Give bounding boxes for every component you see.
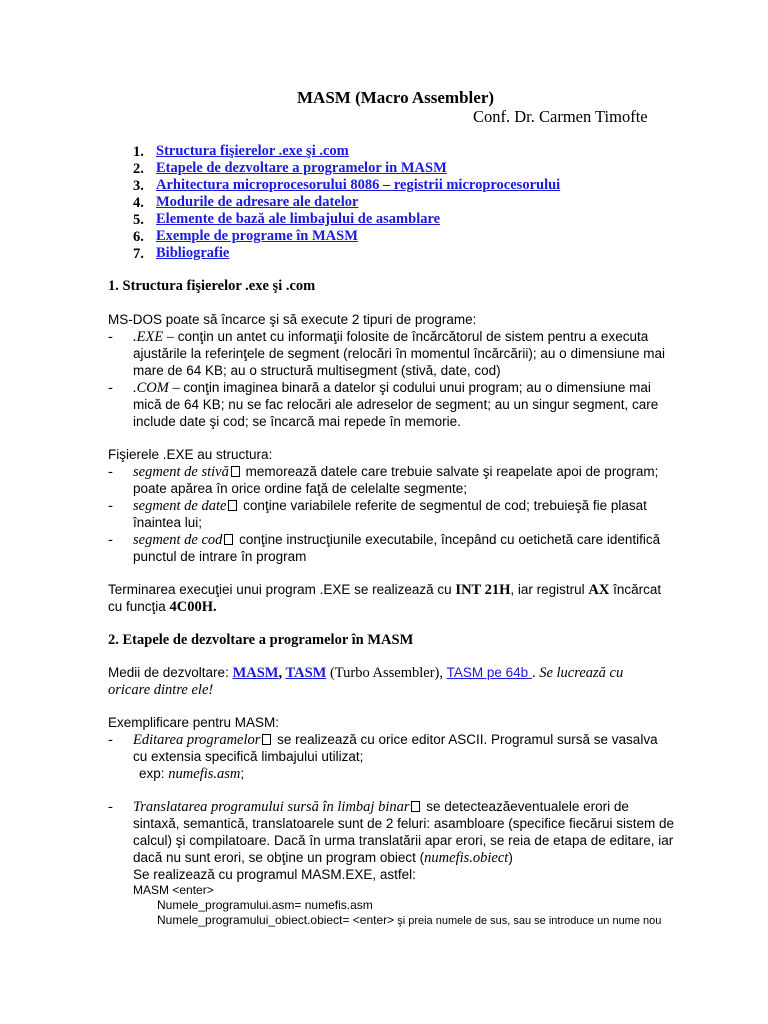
bullet-dash: - [108, 380, 113, 396]
term-stack: segment de stivă [133, 464, 229, 480]
toc-number: 5. [133, 212, 144, 228]
section-heading: 2. Etapele de dezvoltare a programelor în MASM [108, 632, 414, 648]
term-data: segment de date [133, 498, 227, 514]
toc-link[interactable]: Exemple de programe în MASM [156, 228, 358, 244]
toc-item [133, 228, 358, 246]
toc-item [133, 245, 230, 263]
toc-item [133, 177, 561, 195]
arrow-box-icon [228, 500, 237, 511]
term-edit: Editarea programelor [133, 732, 261, 748]
bullet-edit: Editarea programelor se realizează cu orice editor ASCII. Programul sursă se vasalva [133, 732, 658, 748]
toc-link[interactable]: Elemente de bază ale limbajului de asamblare [156, 211, 441, 227]
bullet-com-line: include date şi cod; se încarcă mai repede în memorie. [133, 414, 461, 429]
term-exe: .EXE – [133, 329, 178, 345]
toc-link[interactable]: Etapele de dezvoltare a programelor in MASM [156, 160, 447, 176]
bullet-dash: - [108, 799, 113, 815]
bullet-code: segment de cod conţine instrucţiunile executabile, începând cu oetichetă care identifică [133, 532, 661, 548]
toc-item [133, 143, 349, 161]
section-heading: 1. Structura fişierelor .exe şi .com [108, 278, 316, 294]
bullet-com-line: mică de 64 KB; nu se fac relocări ale adreselor de segment; au un singur segment, care [133, 397, 659, 412]
arrow-box-icon [231, 466, 240, 477]
toc-item [133, 211, 441, 229]
bullet-exe-line: mare de 64 KB; au o structură multisegment (stivă, date, cod) [133, 363, 501, 378]
bullet-exe-line: ajustările la referinţele de segment (relocări în momentul încărcării); au o dimensiune mai [133, 346, 665, 361]
term-translate: Translatarea programului sursă în limbaj binar [133, 799, 410, 815]
bullet-edit-example: exp: numefis.asm; [139, 766, 245, 782]
toc-link[interactable]: Structura fişierelor .exe şi .com [156, 143, 349, 159]
bullet-dash: - [108, 329, 113, 345]
bullet-dash: - [108, 464, 113, 480]
arrow-box-icon [224, 534, 233, 545]
bullet-data-line: înaintea lui; [133, 515, 203, 530]
bullet-data: segment de date conţine variabilele referite de segmentul de cod; trebuieşă fie plasat [133, 498, 647, 514]
paragraph-termination: Terminarea execuţiei unui program .EXE se realizează cu INT 21H, iar registrul AX încărcat [108, 582, 662, 598]
bullet-translate-line: sintaxă, semantică, translatoarele sunt de 2 feluri: asambloare (specifice fiecărui sistem de [133, 816, 675, 831]
bullet-translate-line: Se realizează cu programul MASM.EXE, astfel: [133, 867, 416, 882]
arrow-box-icon [411, 801, 420, 812]
toc-number: 2. [133, 161, 144, 177]
bullet-dash: - [108, 532, 113, 548]
bullet-edit-line: cu extensia specifică limbajului utilizat; [133, 749, 364, 764]
toc-number: 6. [133, 229, 144, 245]
bullet-translate: Translatarea programului sursă în limbaj binar se detecteazăeventualele erori de [133, 799, 629, 815]
paragraph-intro: MS-DOS poate să încarce şi să execute 2 tipuri de programe: [108, 312, 477, 327]
toc-number: 7. [133, 246, 144, 262]
paragraph-environments: Medii de dezvoltare: MASM, TASM (Turbo Assembler), TASM pe 64b . Se lucrează cu [108, 665, 624, 681]
toc-link[interactable]: Modurile de adresare ale datelor [156, 194, 359, 210]
bullet-exe: .EXE – conţin un antet cu informaţii folosite de încărcătorul de sistem pentru a executa [133, 329, 649, 345]
command-line: MASM <enter> [133, 883, 214, 897]
toc-item [133, 160, 447, 178]
document-author: Conf. Dr. Carmen Timofte [473, 107, 648, 126]
command-line: Numele_programului.asm= numefis.asm [157, 898, 373, 912]
tasm64-link[interactable]: TASM pe 64b [446, 665, 532, 680]
toc-number: 1. [133, 144, 144, 160]
command-line: Numele_programului_obiect.obiect= <enter> şi preia numele de sus, sau se introduce un nume nou [157, 913, 662, 927]
term-com: .COM – [133, 380, 184, 396]
toc-link[interactable]: Arhitectura microprocesorului 8086 – registrii microprocesorului [156, 177, 561, 193]
toc-number: 4. [133, 195, 144, 211]
bullet-translate-line: calcul) şi compilatoare. Dacă în urma translatării apar erori, se reia de etapa de editare, iar [133, 833, 674, 848]
masm-link[interactable]: MASM [232, 665, 279, 681]
bullet-com: .COM – conţin imaginea binară a datelor şi codului unui program; au o dimensiune mai [133, 380, 651, 396]
toc-link[interactable]: Bibliografie [156, 245, 230, 261]
toc-number: 3. [133, 178, 144, 194]
paragraph-termination-line: cu funcţia 4C00H. [108, 599, 217, 615]
document-title: MASM (Macro Assembler) [297, 88, 495, 107]
bullet-translate-line: dacă nu sunt erori, se obţine un program obiect (numefis.obiect) [133, 850, 513, 866]
term-code: segment de cod [133, 532, 223, 548]
bullet-dash: - [108, 732, 113, 748]
bullet-dash: - [108, 498, 113, 514]
arrow-box-icon [262, 734, 271, 745]
paragraph-structure: Fişierele .EXE au structura: [108, 447, 273, 462]
bullet-code-line: punctul de intrare în program [133, 549, 307, 564]
paragraph-example: Exemplificare pentru MASM: [108, 715, 280, 730]
bullet-stack-line: poate apărea în orice ordine faţă de celelalte segmente; [133, 481, 467, 496]
paragraph-environments-line: oricare dintre ele! [108, 682, 214, 698]
bullet-stack: segment de stivă memorează datele care trebuie salvate şi reapelate apoi de program; [133, 464, 659, 480]
toc-item [133, 194, 359, 212]
tasm-link[interactable]: TASM [285, 665, 327, 681]
